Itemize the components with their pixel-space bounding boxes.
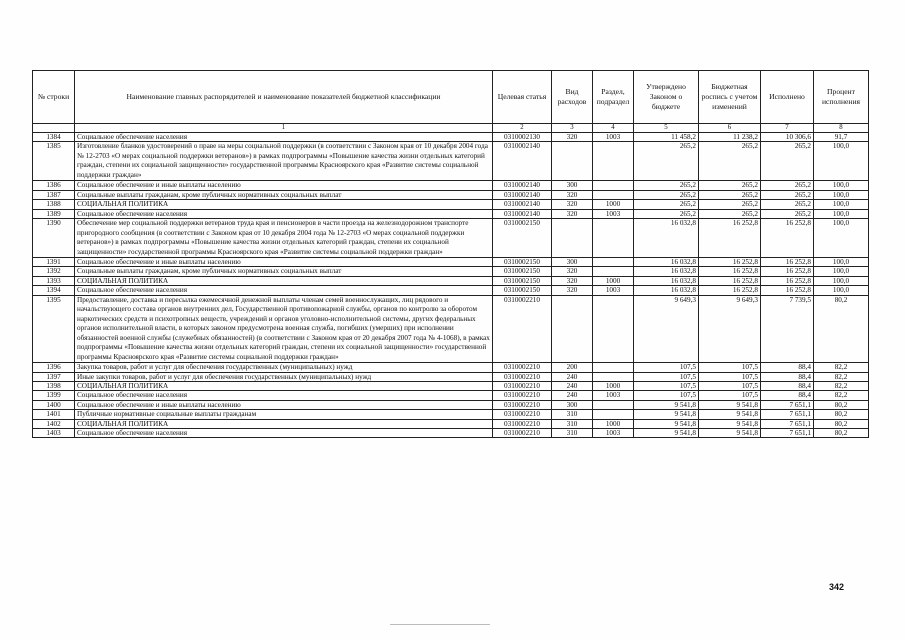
header-target-article: Целевая статья bbox=[493, 71, 552, 124]
table-row bbox=[33, 410, 869, 419]
budget-list-amount-cell: 107,5 bbox=[699, 391, 761, 400]
column-number: 6 bbox=[699, 124, 761, 133]
executed-amount-cell: 88,4 bbox=[761, 363, 814, 372]
section-cell: 1003 bbox=[593, 391, 634, 400]
row-name-cell: Социальное обеспечение и иные выплаты населению bbox=[75, 181, 493, 190]
row-number-cell: 1394 bbox=[33, 286, 75, 295]
row-name-cell: Социальное обеспечение населения bbox=[75, 391, 493, 400]
table-row bbox=[33, 190, 869, 199]
expense-kind-cell: 310 bbox=[552, 410, 593, 419]
column-number-row bbox=[33, 124, 869, 133]
target-article-cell: 0310002140 bbox=[493, 190, 552, 199]
table-row bbox=[33, 200, 869, 209]
expense-kind-cell: 310 bbox=[552, 429, 593, 438]
budget-list-amount-cell: 265,2 bbox=[699, 181, 761, 190]
target-article-cell: 0310002210 bbox=[493, 419, 552, 428]
approved-amount-cell: 16 032,8 bbox=[634, 219, 699, 258]
page-number: 342 bbox=[829, 582, 845, 592]
budget-list-amount-cell: 265,2 bbox=[699, 190, 761, 199]
expense-kind-cell: 320 bbox=[552, 133, 593, 142]
section-cell bbox=[593, 410, 634, 419]
table-row bbox=[33, 276, 869, 285]
percent-cell: 80,2 bbox=[814, 400, 869, 409]
budget-list-amount-cell: 107,5 bbox=[699, 381, 761, 390]
percent-cell: 100,0 bbox=[814, 276, 869, 285]
column-number: 7 bbox=[761, 124, 814, 133]
approved-amount-cell: 11 458,2 bbox=[634, 133, 699, 142]
budget-list-amount-cell: 265,2 bbox=[699, 200, 761, 209]
header-section: Раздел, подраздел bbox=[593, 71, 634, 124]
target-article-cell: 0310002210 bbox=[493, 372, 552, 381]
target-article-cell: 0310002140 bbox=[493, 181, 552, 190]
row-name-cell: Социальное обеспечение населения bbox=[75, 209, 493, 218]
table-row bbox=[33, 258, 869, 267]
target-article-cell: 0310002130 bbox=[493, 133, 552, 142]
expense-kind-cell: 240 bbox=[552, 381, 593, 390]
section-cell: 1003 bbox=[593, 286, 634, 295]
budget-list-amount-cell: 16 252,8 bbox=[699, 276, 761, 285]
expense-kind-cell bbox=[552, 219, 593, 258]
executed-amount-cell: 88,4 bbox=[761, 372, 814, 381]
executed-amount-cell: 265,2 bbox=[761, 190, 814, 199]
budget-list-amount-cell: 16 252,8 bbox=[699, 258, 761, 267]
expense-kind-cell: 240 bbox=[552, 391, 593, 400]
approved-amount-cell: 107,5 bbox=[634, 391, 699, 400]
table-row bbox=[33, 286, 869, 295]
executed-amount-cell: 16 252,8 bbox=[761, 286, 814, 295]
approved-amount-cell: 265,2 bbox=[634, 181, 699, 190]
executed-amount-cell: 7 651,1 bbox=[761, 410, 814, 419]
approved-amount-cell: 107,5 bbox=[634, 372, 699, 381]
budget-list-amount-cell: 9 541,8 bbox=[699, 410, 761, 419]
table-row bbox=[33, 391, 869, 400]
percent-cell: 82,2 bbox=[814, 372, 869, 381]
section-cell: 1000 bbox=[593, 381, 634, 390]
section-cell bbox=[593, 267, 634, 276]
percent-cell: 80,2 bbox=[814, 429, 869, 438]
expense-kind-cell: 300 bbox=[552, 181, 593, 190]
target-article-cell: 0310002140 bbox=[493, 142, 552, 181]
expense-kind-cell: 320 bbox=[552, 190, 593, 199]
row-number-cell: 1392 bbox=[33, 267, 75, 276]
table-row bbox=[33, 429, 869, 438]
section-cell bbox=[593, 142, 634, 181]
section-cell bbox=[593, 181, 634, 190]
target-article-cell: 0310002150 bbox=[493, 219, 552, 258]
section-cell bbox=[593, 372, 634, 381]
executed-amount-cell: 16 252,8 bbox=[761, 276, 814, 285]
expense-kind-cell bbox=[552, 295, 593, 363]
target-article-cell: 0310002210 bbox=[493, 429, 552, 438]
budget-list-amount-cell: 16 252,8 bbox=[699, 267, 761, 276]
section-cell: 1003 bbox=[593, 429, 634, 438]
row-number-cell: 1385 bbox=[33, 142, 75, 181]
executed-amount-cell: 88,4 bbox=[761, 391, 814, 400]
table-row bbox=[33, 400, 869, 409]
expense-kind-cell bbox=[552, 142, 593, 181]
expense-kind-cell: 320 bbox=[552, 209, 593, 218]
approved-amount-cell: 16 032,8 bbox=[634, 258, 699, 267]
row-name-cell: Социальные выплаты гражданам, кроме публичных нормативных социальных выплат bbox=[75, 190, 493, 199]
expense-kind-cell: 200 bbox=[552, 363, 593, 372]
target-article-cell: 0310002210 bbox=[493, 363, 552, 372]
executed-amount-cell: 16 252,8 bbox=[761, 267, 814, 276]
percent-cell: 100,0 bbox=[814, 181, 869, 190]
table-row bbox=[33, 363, 869, 372]
percent-cell: 100,0 bbox=[814, 267, 869, 276]
approved-amount-cell: 107,5 bbox=[634, 363, 699, 372]
approved-amount-cell: 265,2 bbox=[634, 209, 699, 218]
expense-kind-cell: 320 bbox=[552, 267, 593, 276]
budget-list-amount-cell: 9 541,8 bbox=[699, 429, 761, 438]
section-cell bbox=[593, 258, 634, 267]
table-row bbox=[33, 295, 869, 363]
row-name-cell: Обеспечение мер социальной поддержки ветеранов труда края и пенсионеров в части проезда на железнодорожном транспорте пригородного сообщения (в соответствии с Законом края от 10 декабря 2004 года № 12-2703 «О мерах социальной поддержки ветеранов») в рамках подпрограммы «Повышение качества жизни отдельных категорий граждан, степени их социальной защищенности» государственной программы Красноярского края «Развитие системы социальной поддержки граждан» bbox=[75, 219, 493, 258]
percent-cell: 100,0 bbox=[814, 286, 869, 295]
table-row bbox=[33, 181, 869, 190]
percent-cell: 80,2 bbox=[814, 295, 869, 363]
row-name-cell: Закупка товаров, работ и услуг для обеспечения государственных (муниципальных) нужд bbox=[75, 363, 493, 372]
column-number: 4 bbox=[593, 124, 634, 133]
section-cell: 1003 bbox=[593, 133, 634, 142]
row-number-cell: 1391 bbox=[33, 258, 75, 267]
approved-amount-cell: 9 541,8 bbox=[634, 429, 699, 438]
table-row bbox=[33, 133, 869, 142]
approved-amount-cell: 16 032,8 bbox=[634, 276, 699, 285]
table-row bbox=[33, 267, 869, 276]
header-executed: Исполнено bbox=[761, 71, 814, 124]
percent-cell: 100,0 bbox=[814, 219, 869, 258]
row-number-cell: 1397 bbox=[33, 372, 75, 381]
expense-kind-cell: 310 bbox=[552, 419, 593, 428]
row-name-cell: Социальное обеспечение и иные выплаты населению bbox=[75, 258, 493, 267]
section-cell: 1000 bbox=[593, 200, 634, 209]
budget-list-amount-cell: 265,2 bbox=[699, 209, 761, 218]
table-row bbox=[33, 142, 869, 181]
percent-cell: 100,0 bbox=[814, 258, 869, 267]
table-row bbox=[33, 209, 869, 218]
section-cell: 1003 bbox=[593, 209, 634, 218]
executed-amount-cell: 10 306,6 bbox=[761, 133, 814, 142]
column-number: 3 bbox=[552, 124, 593, 133]
percent-cell: 100,0 bbox=[814, 200, 869, 209]
header-expense-kind: Вид расходов bbox=[552, 71, 593, 124]
budget-list-amount-cell: 9 649,3 bbox=[699, 295, 761, 363]
approved-amount-cell: 107,5 bbox=[634, 381, 699, 390]
budget-list-amount-cell: 16 252,8 bbox=[699, 286, 761, 295]
row-number-cell: 1388 bbox=[33, 200, 75, 209]
row-name-cell: СОЦИАЛЬНАЯ ПОЛИТИКА bbox=[75, 200, 493, 209]
row-name-cell: Публичные нормативные социальные выплаты гражданам bbox=[75, 410, 493, 419]
section-cell bbox=[593, 400, 634, 409]
target-article-cell: 0310002140 bbox=[493, 200, 552, 209]
table-body bbox=[33, 133, 869, 438]
section-cell bbox=[593, 295, 634, 363]
section-cell bbox=[593, 363, 634, 372]
budget-list-amount-cell: 9 541,8 bbox=[699, 419, 761, 428]
row-name-cell: Изготовление бланков удостоверений о праве на меры социальной поддержки (в соответствии с Законом края от 10 декабря 2004 года № 12-2703 «О мерах социальной поддержки ветеранов») в рамках подпрограммы «Повышение качества жизни отдельных категорий граждан, степени их социальной защищенности» государственной программы Красноярского края «Развитие системы социальной поддержки граждан» bbox=[75, 142, 493, 181]
row-name-cell: Социальное обеспечение населения bbox=[75, 429, 493, 438]
target-article-cell: 0310002140 bbox=[493, 209, 552, 218]
budget-execution-table bbox=[32, 70, 869, 438]
approved-amount-cell: 9 649,3 bbox=[634, 295, 699, 363]
row-name-cell: СОЦИАЛЬНАЯ ПОЛИТИКА bbox=[75, 381, 493, 390]
section-cell: 1000 bbox=[593, 419, 634, 428]
row-number-cell: 1395 bbox=[33, 295, 75, 363]
table-row bbox=[33, 419, 869, 428]
section-cell: 1000 bbox=[593, 276, 634, 285]
approved-amount-cell: 16 032,8 bbox=[634, 286, 699, 295]
row-number-cell: 1389 bbox=[33, 209, 75, 218]
target-article-cell: 0310002210 bbox=[493, 410, 552, 419]
column-number: 2 bbox=[493, 124, 552, 133]
table-row bbox=[33, 381, 869, 390]
percent-cell: 80,2 bbox=[814, 410, 869, 419]
executed-amount-cell: 265,2 bbox=[761, 142, 814, 181]
expense-kind-cell: 300 bbox=[552, 258, 593, 267]
executed-amount-cell: 16 252,8 bbox=[761, 258, 814, 267]
row-number-cell: 1393 bbox=[33, 276, 75, 285]
column-number: 8 bbox=[814, 124, 869, 133]
row-name-cell: Предоставление, доставка и пересылка ежемесячной денежной выплаты членам семей военнослужащих, лиц рядового и начальствующего состава органов внутренних дел, Государственной противопожарной службы, органов по контролю за оборотом наркотических средств и психотропных веществ, учреждений и органов уголовно-исполнительной системы, других федеральных органов исполнительной власти, в которых законом предусмотрена военная служба, погибших (умерших) при исполнении обязанностей военной службы (служебных обязанностей) (в соответствии с Законом края от 20 декабря 2007 года № 4-1068), в рамках подпрограммы «Повышение качества жизни отдельных категорий граждан, степени их социальной защищенности» государственной программы Красноярского края «Развитие системы социальной поддержки граждан» bbox=[75, 295, 493, 363]
executed-amount-cell: 265,2 bbox=[761, 181, 814, 190]
column-number: 5 bbox=[634, 124, 699, 133]
row-number-cell: 1398 bbox=[33, 381, 75, 390]
row-number-cell: 1396 bbox=[33, 363, 75, 372]
executed-amount-cell: 7 651,1 bbox=[761, 400, 814, 409]
row-number-cell: 1386 bbox=[33, 181, 75, 190]
footer-divider bbox=[390, 624, 490, 625]
column-number: 1 bbox=[75, 124, 493, 133]
executed-amount-cell: 265,2 bbox=[761, 209, 814, 218]
approved-amount-cell: 9 541,8 bbox=[634, 419, 699, 428]
row-number-cell: 1402 bbox=[33, 419, 75, 428]
approved-amount-cell: 16 032,8 bbox=[634, 267, 699, 276]
header-row-number: № строки bbox=[33, 71, 75, 124]
approved-amount-cell: 9 541,8 bbox=[634, 410, 699, 419]
row-name-cell: Социальные выплаты гражданам, кроме публичных нормативных социальных выплат bbox=[75, 267, 493, 276]
executed-amount-cell: 7 651,1 bbox=[761, 429, 814, 438]
target-article-cell: 0310002210 bbox=[493, 295, 552, 363]
table-row bbox=[33, 219, 869, 258]
row-name-cell: Социальное обеспечение и иные выплаты населению bbox=[75, 400, 493, 409]
row-number-cell: 1401 bbox=[33, 410, 75, 419]
row-number-cell: 1387 bbox=[33, 190, 75, 199]
expense-kind-cell: 320 bbox=[552, 276, 593, 285]
executed-amount-cell: 265,2 bbox=[761, 200, 814, 209]
target-article-cell: 0310002150 bbox=[493, 276, 552, 285]
budget-list-amount-cell: 16 252,8 bbox=[699, 219, 761, 258]
row-name-cell: Иные закупки товаров, работ и услуг для обеспечения государственных (муниципальных) нужд bbox=[75, 372, 493, 381]
expense-kind-cell: 320 bbox=[552, 286, 593, 295]
target-article-cell: 0310002210 bbox=[493, 400, 552, 409]
budget-list-amount-cell: 9 541,8 bbox=[699, 400, 761, 409]
percent-cell: 80,2 bbox=[814, 419, 869, 428]
expense-kind-cell: 300 bbox=[552, 400, 593, 409]
executed-amount-cell: 16 252,8 bbox=[761, 219, 814, 258]
section-cell bbox=[593, 190, 634, 199]
row-name-cell: СОЦИАЛЬНАЯ ПОЛИТИКА bbox=[75, 276, 493, 285]
target-article-cell: 0310002150 bbox=[493, 267, 552, 276]
executed-amount-cell: 7 651,1 bbox=[761, 419, 814, 428]
header-approved: Утверждено Законом о бюджете bbox=[634, 71, 699, 124]
target-article-cell: 0310002150 bbox=[493, 286, 552, 295]
target-article-cell: 0310002150 bbox=[493, 258, 552, 267]
header-budget-list: Бюджетная роспись с учетом изменений bbox=[699, 71, 761, 124]
expense-kind-cell: 240 bbox=[552, 372, 593, 381]
column-number bbox=[33, 124, 75, 133]
approved-amount-cell: 265,2 bbox=[634, 200, 699, 209]
percent-cell: 82,2 bbox=[814, 391, 869, 400]
budget-list-amount-cell: 265,2 bbox=[699, 142, 761, 181]
row-name-cell: Социальное обеспечение населения bbox=[75, 286, 493, 295]
row-number-cell: 1399 bbox=[33, 391, 75, 400]
budget-list-amount-cell: 107,5 bbox=[699, 363, 761, 372]
row-name-cell: СОЦИАЛЬНАЯ ПОЛИТИКА bbox=[75, 419, 493, 428]
executed-amount-cell: 88,4 bbox=[761, 381, 814, 390]
row-number-cell: 1384 bbox=[33, 133, 75, 142]
header-row bbox=[33, 71, 869, 124]
executed-amount-cell: 7 739,5 bbox=[761, 295, 814, 363]
row-number-cell: 1400 bbox=[33, 400, 75, 409]
table-row bbox=[33, 372, 869, 381]
percent-cell: 82,2 bbox=[814, 381, 869, 390]
budget-list-amount-cell: 107,5 bbox=[699, 372, 761, 381]
approved-amount-cell: 265,2 bbox=[634, 190, 699, 199]
row-name-cell: Социальное обеспечение населения bbox=[75, 133, 493, 142]
row-number-cell: 1403 bbox=[33, 429, 75, 438]
percent-cell: 100,0 bbox=[814, 209, 869, 218]
header-name: Наименование главных распорядителей и наименование показателей бюджетной классификации bbox=[75, 71, 493, 124]
budget-list-amount-cell: 11 238,2 bbox=[699, 133, 761, 142]
percent-cell: 100,0 bbox=[814, 142, 869, 181]
approved-amount-cell: 9 541,8 bbox=[634, 400, 699, 409]
percent-cell: 82,2 bbox=[814, 363, 869, 372]
target-article-cell: 0310002210 bbox=[493, 381, 552, 390]
section-cell bbox=[593, 219, 634, 258]
percent-cell: 100,0 bbox=[814, 190, 869, 199]
percent-cell: 91,7 bbox=[814, 133, 869, 142]
target-article-cell: 0310002210 bbox=[493, 391, 552, 400]
header-percent: Процент исполнения bbox=[814, 71, 869, 124]
row-number-cell: 1390 bbox=[33, 219, 75, 258]
expense-kind-cell: 320 bbox=[552, 200, 593, 209]
approved-amount-cell: 265,2 bbox=[634, 142, 699, 181]
